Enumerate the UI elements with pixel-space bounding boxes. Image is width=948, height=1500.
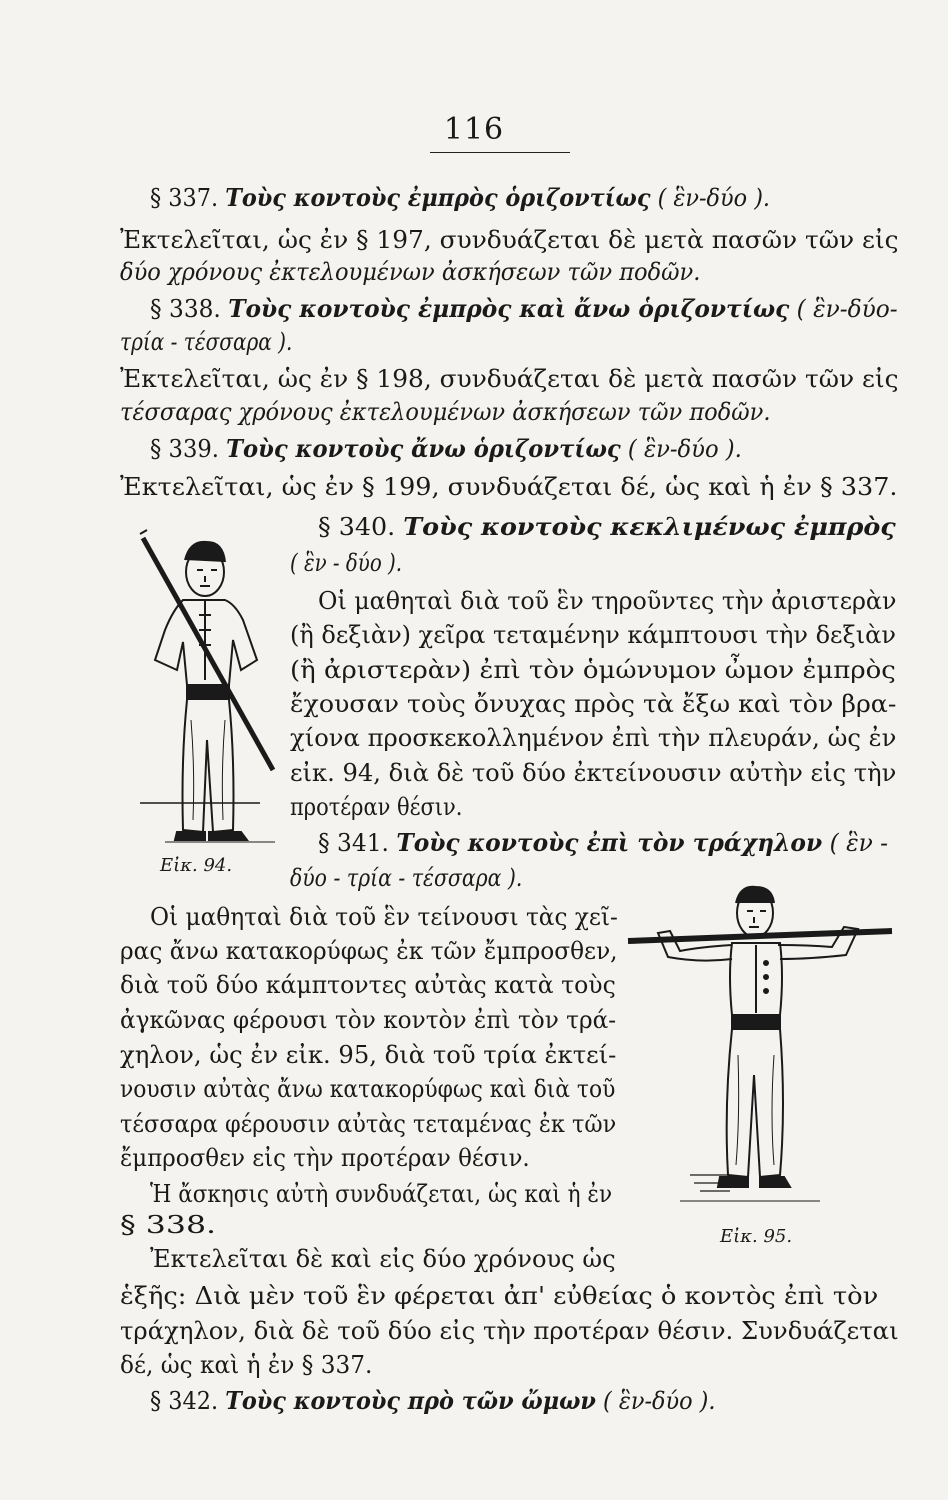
- section-340-text: προτέραν θέσιν.: [290, 793, 463, 821]
- section-341-text: χηλον, ὡς ἐν εἰκ. 95, διὰ τοῦ τρία ἐκτεί-: [120, 1041, 617, 1069]
- section-341-text: ἑξῆς: Διὰ μὲν τοῦ ἓν φέρεται ἀπ' εὐθείας ὁ κοντὸς ἐπὶ τὸν: [120, 1282, 879, 1310]
- section-341-text: Ἐκτελεῖται δὲ καὶ εἰς δύο χρόνους ὡς: [150, 1245, 616, 1273]
- section-340-heading: § 340. Τοὺς κοντοὺς κεκλιμένως ἐμπρὸς: [318, 512, 896, 541]
- section-341-text: Οἱ μαθηταὶ διὰ τοῦ ἓν τείνουσι τὰς χεῖ-: [150, 903, 618, 931]
- section-340-text: ἔχουσαν τοὺς ὄνυχας πρὸς τὰ ἔξω καὶ τὸν βρα-: [290, 690, 897, 718]
- page-number: 116: [443, 112, 505, 147]
- section-338-text: Ἐκτελεῖται, ὡς ἐν § 198, συνδυάζεται δὲ μετὰ πασῶν τῶν εἰς: [120, 365, 899, 393]
- page-number-rule: [430, 152, 570, 153]
- section-340-count: ( ἓν - δύο ).: [290, 549, 403, 577]
- section-337-text: δύο χρόνους ἐκτελουμένων ἀσκήσεων τῶν ποδῶν.: [120, 258, 701, 286]
- section-341-text: ρας ἄνω κατακορύφως ἐκ τῶν ἔμπροσθεν,: [120, 937, 618, 965]
- section-341-heading: § 341. Τοὺς κοντοὺς ἐπὶ τὸν τράχηλον ( ἓν -: [318, 828, 889, 857]
- section-341-count: δύο - τρία - τέσσαρα ).: [290, 864, 523, 892]
- section-341-text: § 338.: [120, 1211, 217, 1239]
- section-340-text: (ἢ δεξιὰν) χεῖρα τεταμένην κάμπτουσι τὴν δεξιὰν: [290, 621, 896, 649]
- section-341-text: τέσσαρα φέρουσιν αὐτὰς τεταμένας ἐκ τῶν: [120, 1110, 617, 1138]
- section-337-text: Ἐκτελεῖται, ὡς ἐν § 197, συνδυάζεται δὲ μετὰ πασῶν τῶν εἰς: [120, 226, 899, 254]
- section-341-text: ἔμπροσθεν εἰς τὴν προτέραν θέσιν.: [120, 1144, 530, 1172]
- section-338-heading: § 338. Τοὺς κοντοὺς ἐμπρὸς καὶ ἄνω ὁριζοντίως ( ἓν-δύο-: [150, 294, 898, 323]
- section-339-text: Ἐκτελεῖται, ὡς ἐν § 199, συνδυάζεται δέ, ὡς καὶ ἡ ἐν § 337.: [120, 473, 898, 501]
- section-340-text: εἰκ. 94, διὰ δὲ τοῦ δύο ἐκτείνουσιν αὐτὴν εἰς τὴν: [290, 759, 897, 787]
- section-342-heading: § 342. Τοὺς κοντοὺς πρὸ τῶν ὤμων ( ἓν-δύο ).: [150, 1386, 716, 1415]
- figure-94-boy-with-pole: [125, 520, 285, 855]
- section-341-text: νουσιν αὐτὰς ἄνω κατακορύφως καὶ διὰ τοῦ: [120, 1075, 616, 1103]
- section-339-heading: § 339. Τοὺς κοντοὺς ἄνω ὁριζοντίως ( ἓν-δύο ).: [150, 434, 742, 463]
- figure-94-caption: Εἰκ. 94.: [160, 855, 233, 876]
- section-337-heading: § 337. Τοὺς κοντοὺς ἐμπρὸς ὁριζοντίως ( ἓν-δύο ).: [150, 183, 771, 212]
- figure-95-caption: Εἰκ. 95.: [720, 1226, 793, 1247]
- section-340-text: (ἢ ἀριστερὰν) ἐπὶ τὸν ὁμώνυμον ὦμον ἐμπρὸς: [290, 656, 896, 684]
- section-340-text: χίονα προσκεκολλημένον ἐπὶ τὴν πλευράν, ὡς ἐν: [290, 724, 897, 752]
- section-340-text: Οἱ μαθηταὶ διὰ τοῦ ἓν τηροῦντες τὴν ἀριστερὰν: [318, 587, 897, 615]
- section-341-text: δέ, ὡς καὶ ἡ ἐν § 337.: [120, 1351, 373, 1379]
- section-341-text: Ἡ ἄσκησις αὐτὴ συνδυάζεται, ὡς καὶ ἡ ἐν: [150, 1180, 613, 1208]
- section-341-text: ἀγκῶνας φέρουσι τὸν κοντὸν ἐπὶ τὸν τρά-: [120, 1006, 617, 1034]
- figure-95-boy-pole-on-neck: [620, 885, 900, 1225]
- section-338-text: τέσσαρας χρόνους ἐκτελουμένων ἀσκήσεων τῶν ποδῶν.: [120, 398, 771, 426]
- section-341-text: τράχηλον, διὰ δὲ τοῦ δύο εἰς τὴν προτέραν θέσιν. Συνδυάζεται: [120, 1317, 899, 1345]
- section-341-text: διὰ τοῦ δύο κάμπτοντες αὐτὰς κατὰ τοὺς: [120, 971, 616, 999]
- section-338-text: τρία - τέσσαρα ).: [120, 328, 293, 356]
